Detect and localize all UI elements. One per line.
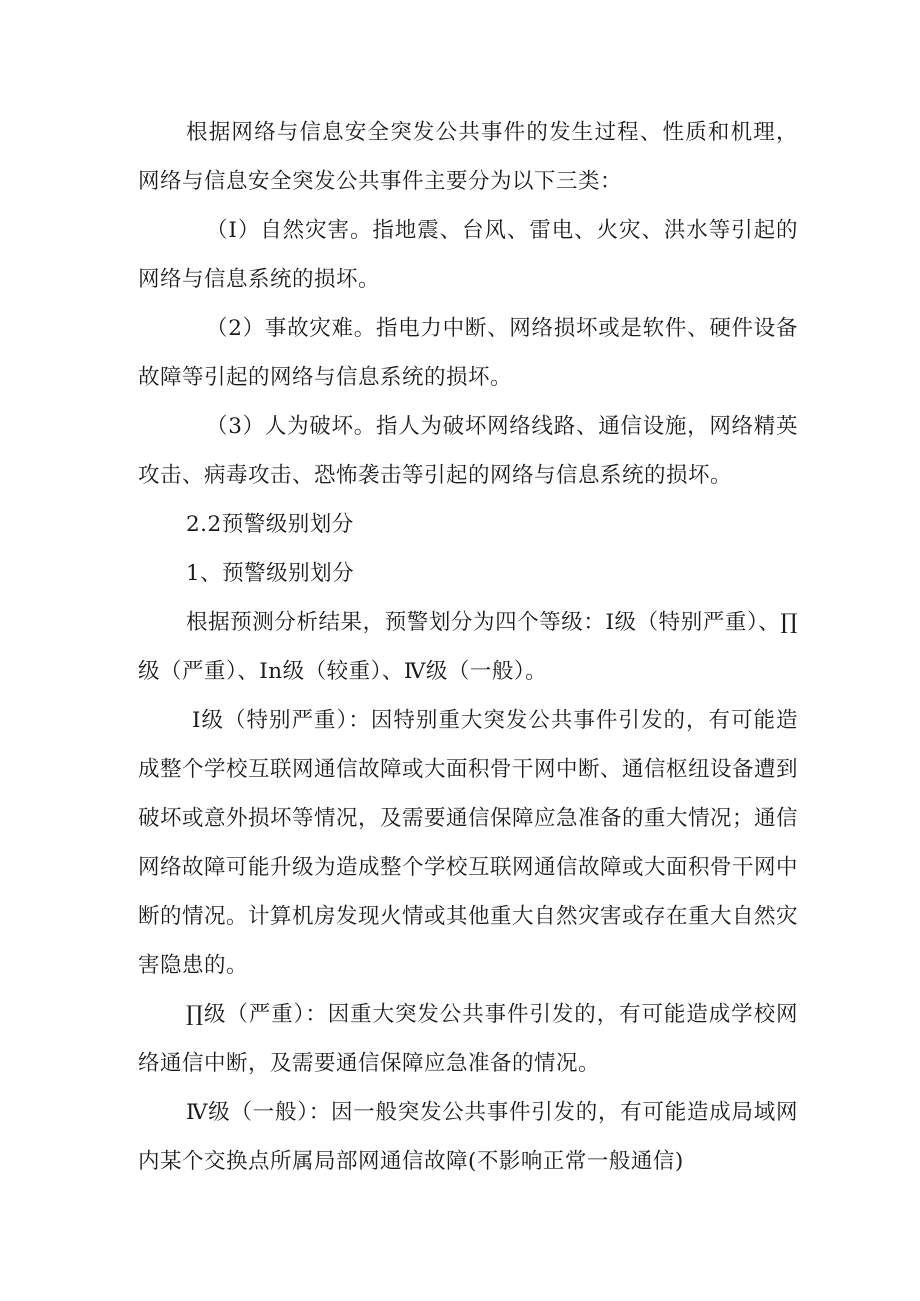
document-body bbox=[138, 108, 798, 1186]
paragraph-natural-disaster: （I）自然灾害。指地震、台风、雷电、火灾、洪水等引起的网络与信息系统的损坏。 bbox=[138, 218, 798, 292]
paragraph-level-1-definition: Ⅰ级（特别严重）：因特别重大突发公共事件引发的，有可能造成整个学校互联网通信故障或大面积骨干网中断、通信枢纽设备遭到破坏或意外损坏等情况，及需要通信保障应急准备的重大情况；通信网络故障可能升级为造成整个学校互联网通信故障或大面积骨干网中断的情况。计算机房发现火情或其他重大自然灾害或存在重大自然灾害隐患的。 bbox=[138, 708, 799, 978]
paragraph-event-classification-intro: 根据网络与信息安全突发公共事件的发生过程、性质和机理，网络与信息安全突发公共事件主要分为以下三类： bbox=[138, 120, 798, 194]
paragraph-accident-disaster: （2）事故灾难。指电力中断、网络损坏或是软件、硬件设备故障等引起的网络与信息系统的损坏。 bbox=[138, 316, 798, 390]
section-heading-warning-levels: 2.2预警级别划分 bbox=[186, 512, 354, 537]
paragraph-human-sabotage: （3）人为破坏。指人为破坏网络线路、通信设施，网络精英攻击、病毒攻击、恐怖袭击等引起的网络与信息系统的损坏。 bbox=[138, 414, 798, 488]
paragraph-level-2-definition: ∏级（严重）：因重大突发公共事件引发的，有可能造成学校网络通信中断，及需要通信保障应急准备的情况。 bbox=[138, 1002, 798, 1076]
paragraph-level-4-definition: Ⅳ级（一般）：因一般突发公共事件引发的，有可能造成局域网内某个交换点所属局部网通信故障(不影响正常一般通信) bbox=[138, 1100, 798, 1174]
paragraph-four-warning-levels: 根据预测分析结果，预警划分为四个等级：Ⅰ级（特别严重）、∏级（严重）、In级（较重）、Ⅳ级（一般）。 bbox=[138, 610, 798, 684]
subheading-warning-levels: 1、预警级别划分 bbox=[186, 561, 355, 586]
